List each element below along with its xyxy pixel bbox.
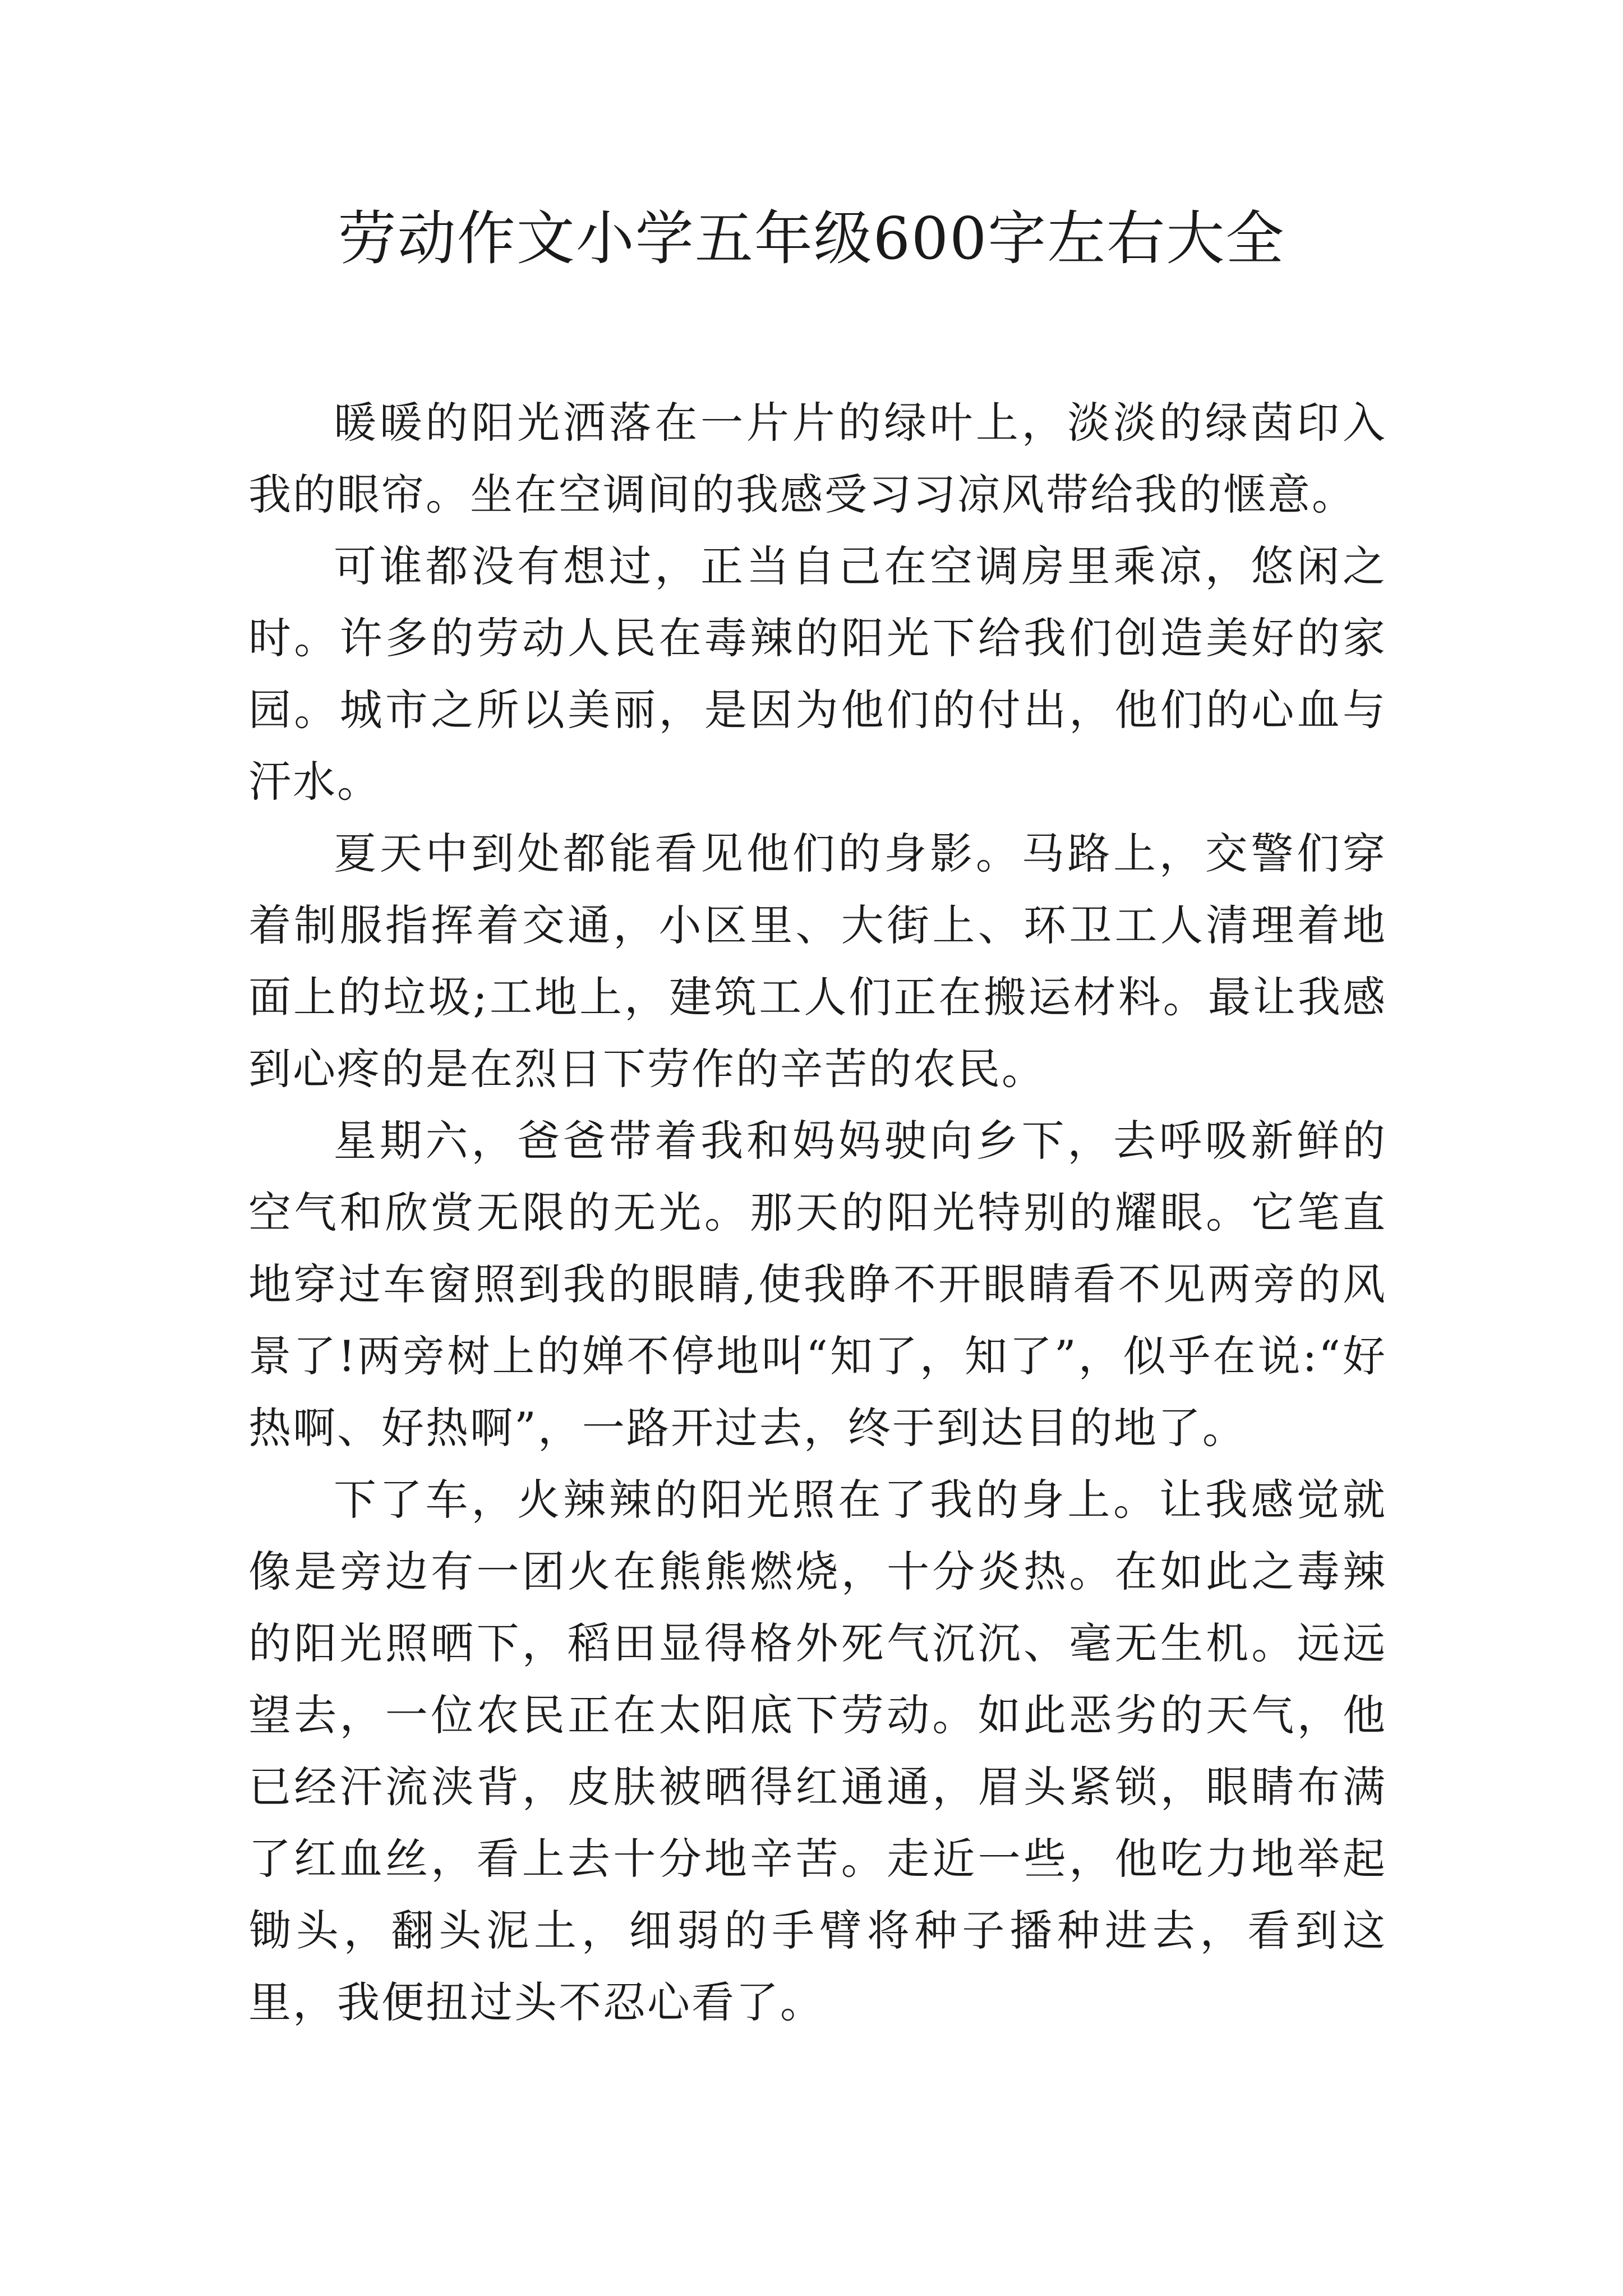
paragraph-1: 暖暖的阳光洒落在一片片的绿叶上，淡淡的绿茵印入我的眼帘。坐在空调间的我感受习习凉风带给我的惬意。 — [248, 398, 1387, 519]
paragraph-4: 星期六，爸爸带着我和妈妈驶向乡下，去呼吸新鲜的空气和欣赏无限的无光。那天的阳光特别的耀眼。它笔直地穿过车窗照到我的眼睛,使我睁不开眼睛看不见两旁的风景了!两旁树上的婵不停地叫“知了，知了”，似乎在说:“好热啊、好热啊”，一路开过去，终于到达目的地了。 — [248, 1116, 1387, 1453]
document-body — [248, 387, 1387, 2039]
document-title: 劳动作文小学五年级600字左右大全 — [338, 204, 1285, 273]
paragraph-3: 夏天中到处都能看见他们的身影。马路上，交警们穿着制服指挥着交通，小区里、大街上、环卫工人清理着地面上的垃圾;工地上，建筑工人们正在搬运材料。最让我感到心疼的是在烈日下劳作的辛苦的农民。 — [248, 829, 1387, 1094]
paragraph-2: 可谁都没有想过，正当自己在空调房里乘凉，悠闲之时。许多的劳动人民在毒辣的阳光下给我们创造美好的家园。城市之所以美丽，是因为他们的付出，他们的心血与汗水。 — [248, 541, 1387, 807]
paragraph-5: 下了车，火辣辣的阳光照在了我的身上。让我感觉就像是旁边有一团火在熊熊燃烧，十分炎热。在如此之毒辣的阳光照晒下，稻田显得格外死气沉沉、毫无生机。远远望去，一位农民正在太阳底下劳动。如此恶劣的天气，他已经汗流浃背，皮肤被晒得红通通，眉头紧锁，眼睛布满了红血丝，看上去十分地辛苦。走近一些，他吃力地举起锄头，翻头泥土，细弱的手臂将种子播种进去，看到这里，我便扭过头不忍心看了。 — [248, 1475, 1387, 2027]
